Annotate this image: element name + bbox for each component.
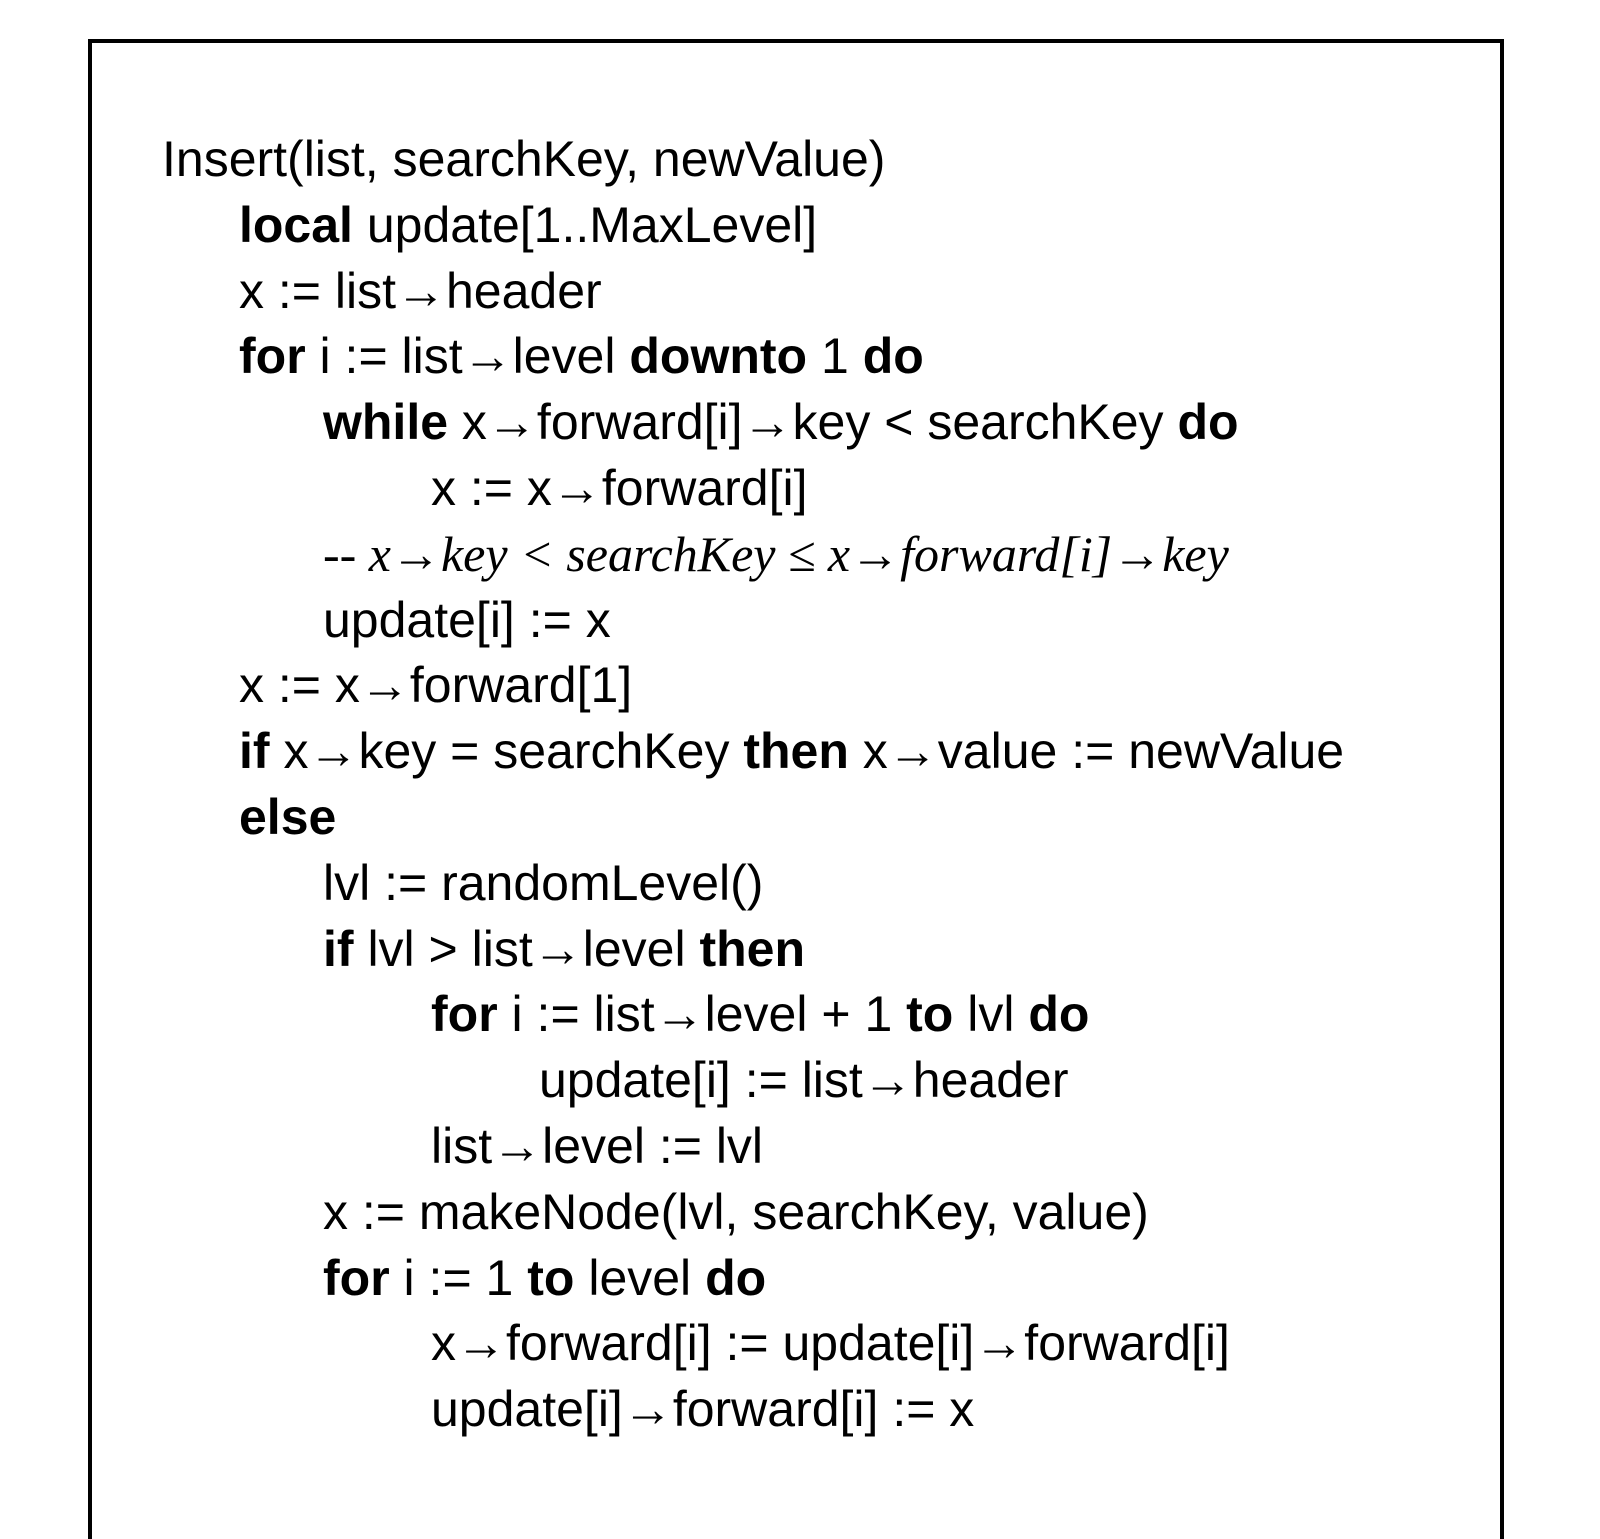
keyword: for: [239, 328, 306, 385]
keyword: to: [906, 986, 954, 1043]
keyword: do: [1177, 394, 1239, 451]
keyword: do: [862, 328, 924, 385]
keyword: else: [239, 789, 337, 845]
code-line: [431, 1379, 974, 1439]
code-text: i := 1: [389, 1249, 528, 1306]
code-text: lvl > list→level: [353, 920, 700, 977]
code-line: [323, 392, 1239, 452]
code-line: [323, 919, 805, 979]
code-text: level: [574, 1249, 706, 1306]
code-line: [539, 1050, 1069, 1110]
code-text: x := x→forward[1]: [239, 657, 633, 714]
code-text: x→value := newValue: [848, 723, 1345, 780]
code-text: update[i] := x: [323, 591, 611, 648]
keyword: while: [323, 394, 449, 451]
keyword: if: [323, 920, 354, 977]
code-text: update[i] := list→header: [539, 1052, 1069, 1109]
code-line: [239, 326, 924, 386]
code-line: [239, 721, 1344, 781]
code-text: x→forward[i] := update[i]→forward[i]: [431, 1315, 1230, 1372]
code-text: i := list→level: [305, 328, 630, 385]
code-line: [431, 458, 808, 518]
keyword: if: [239, 723, 270, 780]
comment-text: -- x→key < searchKey ≤ x→forward[i]→key: [323, 525, 1229, 582]
keyword: do: [705, 1249, 767, 1306]
code-text: x→forward[i]→key < searchKey: [448, 394, 1178, 451]
code-line: [323, 1182, 1149, 1242]
keyword: then: [699, 920, 806, 977]
pseudocode-frame: [88, 39, 1504, 1539]
code-line: [239, 195, 817, 255]
code-line: [162, 129, 885, 189]
code-text: lvl := randomLevel(): [323, 854, 764, 911]
code-text: 1: [807, 328, 863, 385]
code-text: i := list→level + 1: [497, 986, 907, 1043]
code-line: [431, 1313, 1230, 1373]
code-text: list→level := lvl: [431, 1118, 764, 1174]
code-line: [323, 853, 763, 913]
code-line: [239, 787, 336, 847]
code-line: [323, 590, 611, 650]
code-text: update[1..MaxLevel]: [352, 196, 818, 253]
keyword: do: [1028, 986, 1090, 1043]
code-text: x→key = searchKey: [269, 723, 744, 780]
code-line: [431, 984, 1089, 1044]
code-line: [323, 524, 1229, 584]
keyword: downto: [629, 328, 808, 385]
code-line: [239, 261, 602, 321]
keyword: to: [527, 1249, 575, 1306]
keyword: local: [239, 196, 353, 253]
keyword: then: [743, 723, 849, 780]
keyword: for: [323, 1249, 390, 1306]
code-line: [239, 655, 632, 715]
code-text: update[i]→forward[i] := x: [431, 1381, 975, 1438]
code-line: [323, 1248, 766, 1308]
code-text: x := makeNode(lvl, searchKey, value): [323, 1183, 1149, 1240]
keyword: for: [431, 986, 498, 1043]
code-text: Insert(list, searchKey, newValue): [162, 131, 886, 187]
code-text: lvl: [953, 986, 1029, 1043]
code-line: [431, 1116, 763, 1176]
code-text: x := list→header: [239, 262, 602, 319]
code-text: x := x→forward[i]: [431, 460, 808, 516]
